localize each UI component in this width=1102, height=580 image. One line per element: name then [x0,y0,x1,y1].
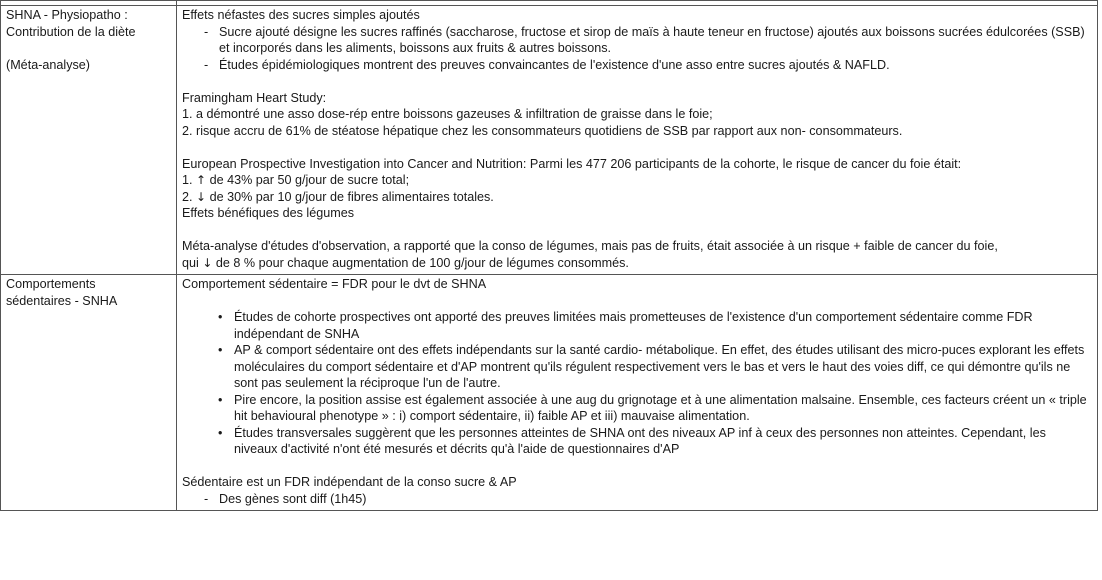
section-heading: Framingham Heart Study: [182,90,327,105]
arrow-down-icon: ↓ [202,255,213,270]
section-heading: European Prospective Investigation into Cancer and Nutrition: Parmi les 477 206 participants de la cohorte, le risque de cancer du foie était: [182,156,962,171]
row-content-cell [177,275,1098,511]
section-heading: Effets néfastes des sucres simples ajoutés [182,8,420,22]
list-item: - Sucre ajouté désigne les sucres raffinés (saccharose, fructose et sirop de maïs à haute teneur en fructose) ajoutés aux boissons sucrées édulcorées (SSB) et incorporés dans les aliments, boissons aux fruits & autres boissons. [204,24,1092,57]
list-item: - Des gènes sont diff (1h45) [204,491,1092,508]
list-item: • Études de cohorte prospectives ont apporté des preuves limitées mais prometteuses de l'existence d'un comportement sédentaire comme FDR indépendant de SNHA [218,309,1092,342]
arrow-down-icon: ↓ [196,189,207,204]
numbered-line: 2. risque accru de 61% de stéatose hépatique chez les consommateurs quotidiens de SSB par rapport aux non- consommateurs. [182,123,903,138]
paragraph-line [182,255,1092,272]
row-label-line: Contribution de la diète [6,24,136,39]
table-row [1,275,1098,511]
list-item: • AP & comport sédentaire ont des effets indépendants sur la santé cardio- métabolique. En effet, des études utilisant des micro-puces explorant les effets moléculaires du comport sédentaire et d'AP montrent qu'ils régulent respectivement vers le bas et vers le haut des voies diff, ce qui démontre qu'ils ne sont pas seulement la réciproque l'un de l'autre. [218,342,1092,392]
line-prefix: 2. [182,189,197,204]
row-label-cell [1,275,177,511]
line-text: de 30% par 10 g/jour de fibres alimentaires totales. [206,189,494,204]
row-label-cell [1,6,177,275]
line-prefix: 1. [182,173,197,187]
dash-list [182,24,1092,74]
row-label-line: SHNA - Physiopatho : [6,8,128,22]
section-heading: Sédentaire est un FDR indépendant de la conso sucre & AP [182,475,517,489]
arrow-up-icon: ↑ [196,173,207,187]
list-item: • Pire encore, la position assise est également associée à une aug du grignotage et à une alimentation malsaine. Ensemble, ces facteurs créent un « triple hit behavioural phenotype » : i) comport sédentaire, ii) faible AP et iii) mauvaise alimentation. [218,392,1092,425]
section-heading: Effets bénéfiques des légumes [182,206,354,220]
list-item: - Études épidémiologiques montrent des preuves convaincantes de l'existence d'une asso entre sucres ajoutés & NAFLD. [204,57,1092,74]
line-text: de 43% par 50 g/jour de sucre total; [206,173,410,187]
list-item: • Études transversales suggèrent que les personnes atteintes de SHNA ont des niveaux AP inf à ceux des personnes non atteintes. Cependant, les niveaux d'activité n'ont été mesurés et décrits qu'à l'aide de questionnaires d'AP [218,425,1092,458]
line-prefix: qui [182,255,203,270]
paragraph-line: Méta-analyse d'études d'observation, a rapporté que la conso de légumes, mais pas de fruits, était associée à un risque + faible de cancer du foie, [182,239,998,253]
numbered-line [182,189,1092,206]
row-content-cell [177,6,1098,275]
table-row [1,6,1098,275]
row-label-line: Comportements [6,277,96,291]
row-label-line: sédentaires - SNHA [6,293,118,308]
dash-list [182,491,1092,508]
row-label-line: (Méta-analyse) [6,57,90,72]
section-heading: Comportement sédentaire = FDR pour le dvt de SHNA [182,277,487,291]
numbered-line: 1. a démontré une asso dose-rép entre boissons gazeuses & infiltration de graisse dans le foie; [182,107,713,121]
bullet-list [182,309,1092,458]
line-text: de 8 % pour chaque augmentation de 100 g/jour de légumes consommés. [212,255,629,270]
numbered-line [182,172,1092,189]
